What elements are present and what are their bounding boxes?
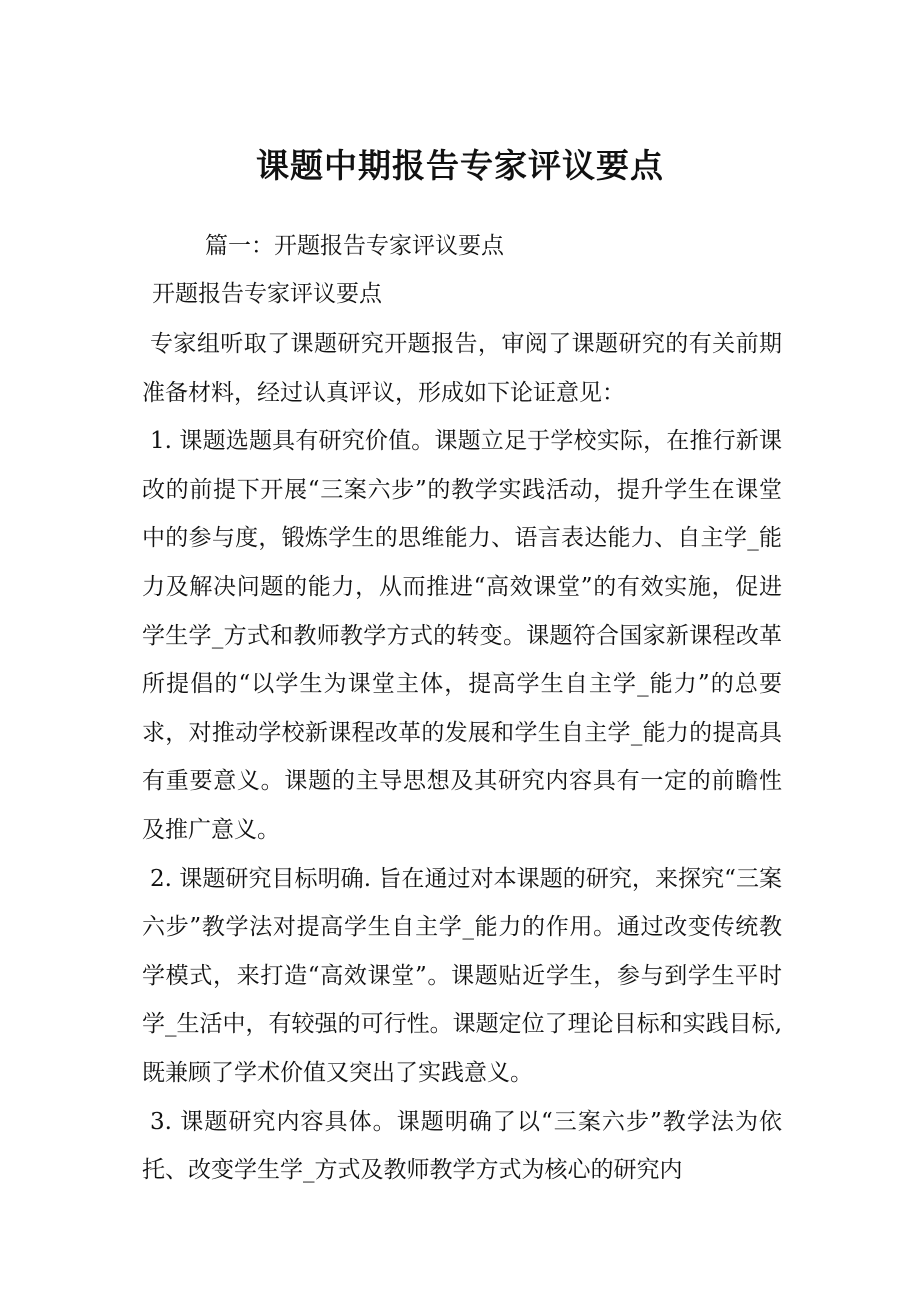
document-title: 课题中期报告专家评议要点 <box>256 146 664 185</box>
paragraph-point-2: 2. 课题研究目标明确. 旨在通过对本课题的研究，来探究“三案六步”教学法对提高学生自主学_能力的作用。通过改变传统教学模式，来打造“高效课堂”。课题贴近学生，参与到学生平时学_生活中，有较强的可行性。课题定位了理论目标和实践目标,既兼顾了学术价值又突出了实践意义。 <box>142 865 782 1086</box>
paragraph-point-3: 3. 课题研究内容具体。课题明确了以“三案六步”教学法为依托、改变学生学_方式及教师教学方式为核心的研究内 <box>142 1108 782 1184</box>
document-body <box>142 320 782 1195</box>
paragraph-intro: 专家组听取了课题研究开题报告，审阅了课题研究的有关前期准备材料，经过认真评议，形成如下论证意见： <box>142 331 782 406</box>
sub-heading: 开题报告专家评议要点 <box>152 281 382 307</box>
section-heading: 篇一：开题报告专家评议要点 <box>205 233 504 259</box>
paragraph-point-1: 1. 课题选题具有研究价值。课题立足于学校实际，在推行新课改的前提下开展“三案六步”的教学实践活动，提升学生在课堂中的参与度，锻炼学生的思维能力、语言表达能力、自主学_能力及解决问题的能力，从而推进“高效课堂”的有效实施，促进学生学_方式和教师教学方式的转变。课题符合国家新课程改革所提倡的“以学生为课堂主体，提高学生自主学_能力”的总要求，对推动学校新课程改革的发展和学生自主学_能力的提高具有重要意义。课题的主导思想及其研究内容具有一定的前瞻性及推广意义。 <box>142 428 782 843</box>
